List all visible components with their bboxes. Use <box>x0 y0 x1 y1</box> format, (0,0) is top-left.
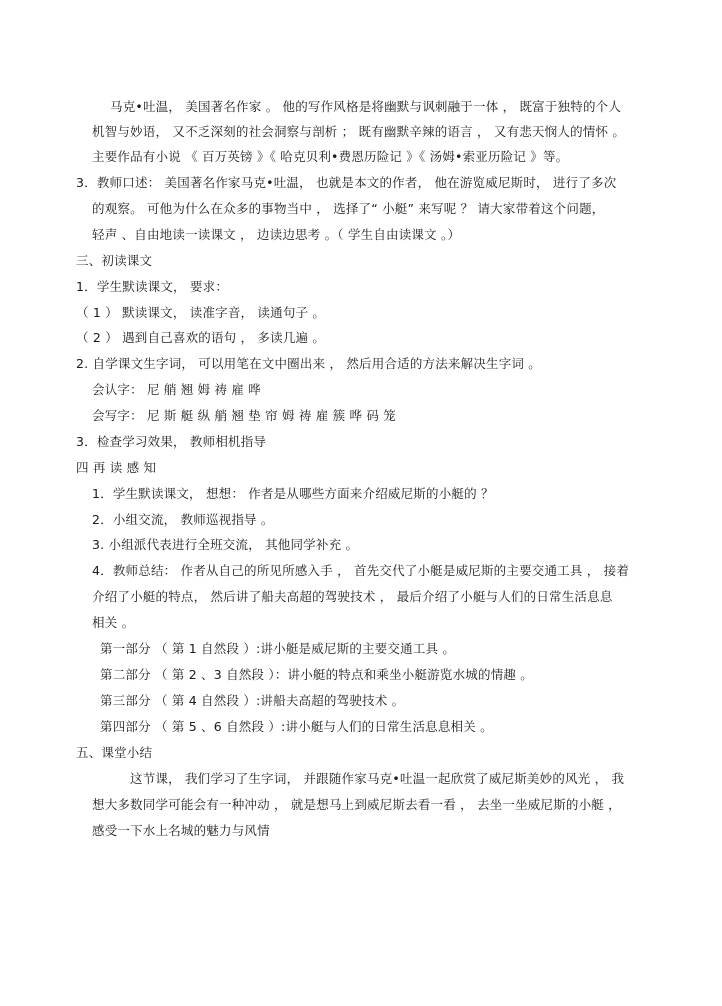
paragraph-line: 3. 小组派代表进行全班交流， 其他同学补充 。 <box>92 537 359 552</box>
paragraph-line: 第一部分 （ 第 1 自然段 ）:讲小艇是威尼斯的主要交通工具 。 <box>100 641 456 656</box>
paragraph-line: 相关 。 <box>92 615 135 630</box>
paragraph-line: （ 2 ） 遇到自己喜欢的语句 ， 多读几遍 。 <box>76 330 326 345</box>
paragraph-line: 1．学生默读课文， 想想： 作者是从哪些方面来介绍威尼斯的小艇的 ？ <box>92 486 494 501</box>
paragraph-line: 2．小组交流， 教师巡视指导 。 <box>92 512 274 527</box>
paragraph-line: 马克•吐温， 美国著名作家 。 他的写作风格是将幽默与讽刺融于一体 ， 既富于独特的个人 <box>110 99 622 114</box>
paragraph-line: 机智与妙语， 又不乏深刻的社会洞察与剖析 ； 既有幽默辛辣的语言 ， 又有悲天悯人的情怀 。 <box>92 124 626 139</box>
paragraph-line: （ 1 ） 默读课文， 读准字音， 读通句子 。 <box>76 305 326 320</box>
paragraph-line: 第三部分 （ 第 4 自然段 ）:讲船夫高超的驾驶技术 。 <box>100 693 405 708</box>
paragraph-line: 3．检查学习效果， 教师相机指导 <box>76 434 267 449</box>
section-heading: 三、初读课文 <box>76 253 153 268</box>
paragraph-line: 3．教师口述： 美国著名作家马克•吐温， 也就是本文的作者， 他在游览威尼斯时， 进行了多次 <box>76 175 617 190</box>
paragraph-line: 主要作品有小说 《 百万英镑 》《 哈克贝利•费恩历险记 》《 汤姆•索亚历险记 》等。 <box>92 149 569 164</box>
section-heading: 五、课堂小结 <box>76 745 153 760</box>
section-heading: 四 再 读 感 知 <box>76 460 157 475</box>
paragraph-line: 这节课， 我们学习了生字词， 并跟随作家马克•吐温一起欣赏了威尼斯美妙的风光 ， 我 <box>130 771 625 786</box>
paragraph-line: 会写字： 尼 斯 艇 纵 艄 翘 垫 帘 姆 祷 雇 簇 哗 码 笼 <box>92 408 396 423</box>
paragraph-line: 的观察。 可他为什么在众多的事物当中 ， 选择了“ 小艇” 来写呢 ？ 请大家带着这个问题， <box>92 201 605 216</box>
paragraph-line: 第四部分 （ 第 5 、6 自然段 ）:讲小艇与人们的日常生活息息相关 。 <box>100 719 493 734</box>
paragraph-line: 1．学生默读课文， 要求： <box>76 279 229 294</box>
paragraph-line: 想大多数同学可能会有一种冲动 ， 就是想马上到威尼斯去看一看 ， 去坐一坐威尼斯的小艇 ， <box>92 797 621 812</box>
paragraph-line: 感受一下水上名城的魅力与风情 <box>92 823 270 838</box>
paragraph-line: 第二部分 （ 第 2 、3 自然段 ）：讲小艇的特点和乘坐小艇游览水城的情趣 。 <box>100 667 533 682</box>
paragraph-line: 介绍了小艇的特点， 然后讲了船夫高超的驾驶技术 ， 最后介绍了小艇与人们的日常生活息息 <box>92 589 613 604</box>
paragraph-line: 2. 自学课文生字词， 可以用笔在文中圈出来 ， 然后用合适的方法来解决生字词 。 <box>76 356 541 371</box>
paragraph-line: 会认字： 尼 艄 翘 姆 祷 雇 哗 <box>92 382 261 397</box>
paragraph-line: 轻声 、自由地读一读课文 ， 边读边思考 。（ 学生自由读课文 。） <box>92 227 461 242</box>
paragraph-line: 4．教师总结： 作者从自己的所见所感入手 ， 首先交代了小艇是威尼斯的主要交通工具 ， 接着 <box>92 563 630 578</box>
